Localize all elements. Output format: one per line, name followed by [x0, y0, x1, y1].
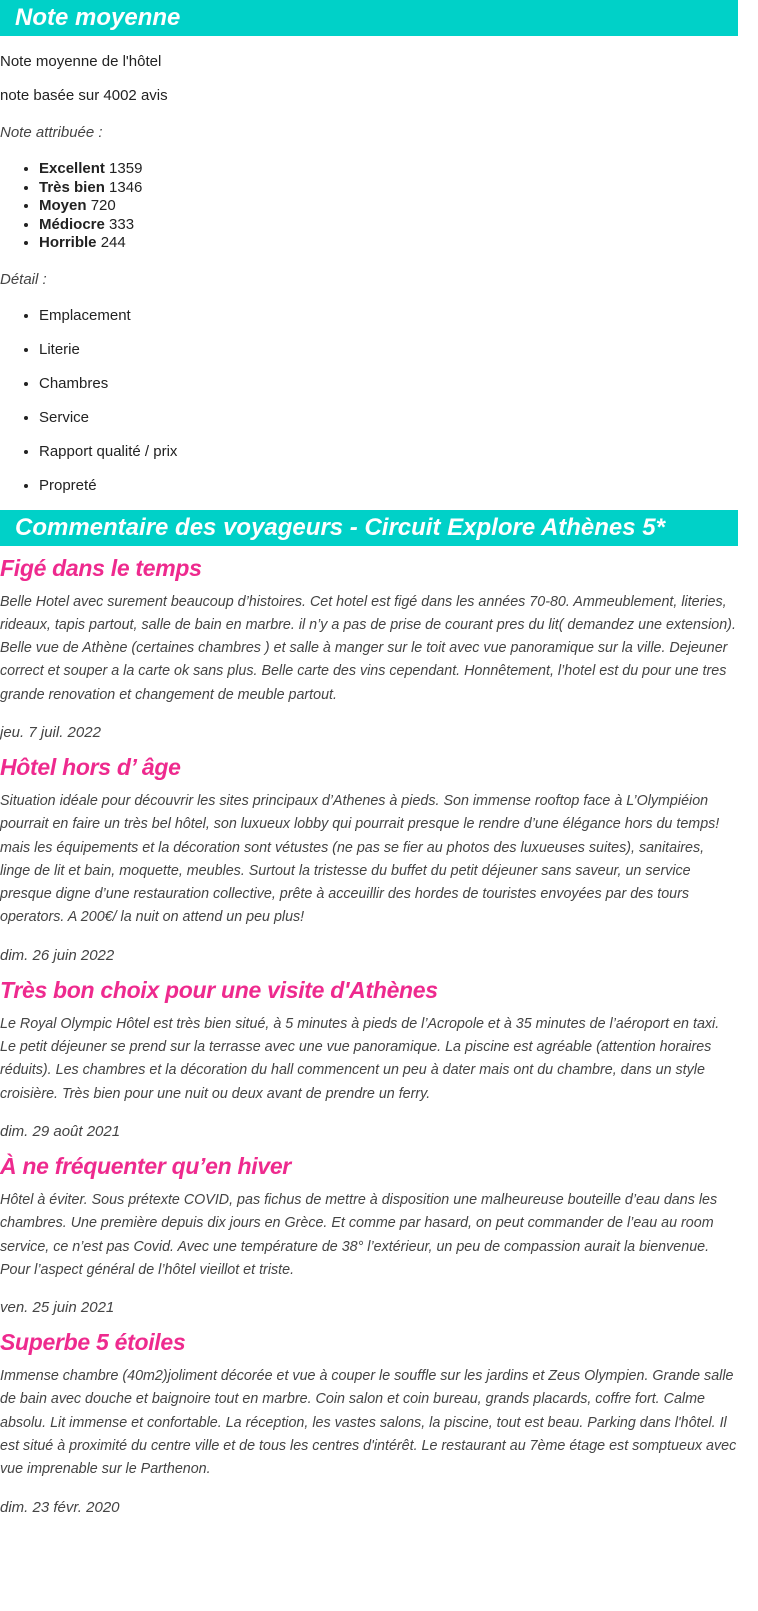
- rating-item-moyen: [39, 197, 738, 216]
- review-item: [0, 745, 738, 968]
- rating-label: Horrible: [39, 234, 97, 251]
- review-count-label: note basée sur 4002 avis: [0, 87, 168, 104]
- review-title: Très bon choix pour une visite d'Athènes: [0, 976, 438, 1003]
- rating-item-excellent: [39, 160, 738, 179]
- rating-label: Excellent: [39, 160, 105, 177]
- review-title: Figé dans le temps: [0, 554, 202, 581]
- detail-item-proprete: • Propreté: [39, 476, 738, 496]
- review-date: dim. 29 août 2021: [0, 1122, 121, 1140]
- rating-count: 244: [100, 234, 126, 251]
- rating-item-tres-bien: [39, 179, 738, 198]
- average-rating-heading: Note moyenne: [0, 0, 738, 36]
- review-body: Immense chambre (40m2)joliment décorée et vue à couper le souffle sur les jardins et Zeus Olympien. Grande salle de bain avec douche et baignoire tout en marbre. Coin salon et coin bureau, grands placards, coffre fort. Calme absolu. Lit immense et confortable. La réception, les vastes salons, la piscine, tout est beau. Parking dans l'hôtel. Il est situé à proximité du centre ville et de tous les centres d'intérêt. Le restaurant au 7ème étage est somptueux avec vue imprenable sur le Parthenon.: [0, 1368, 737, 1478]
- review-title: À ne fréquenter qu’en hiver: [0, 1152, 291, 1179]
- rating-label: Très bien: [39, 178, 105, 196]
- review-date: dim. 26 juin 2022: [0, 946, 115, 964]
- review-title: Hôtel hors d’ âge: [0, 753, 181, 780]
- review-body: Situation idéale pour découvrir les sites principaux d’Athenes à pieds. Son immense rooftop face à L’Olympiéion pourrait en faire un très bel hôtel, son luxueux lobby qui pourrait presque le rendre d’une élégance hors du temps! mais les équipements et la décoration sont vétustes (ne pas se fier au photos des luxueuses suites), sanitaires, linge de lit et bain, moquette, meubles. Surtout la tristesse du buffet du petit déjeuner sans saveur, un service presque digne d’une restauration collective, prête à acceuillir des hordes de touristes envoyées par des tours operators. A 200€/ la nuit on attend un peu plus!: [0, 792, 720, 926]
- rating-count: 1346: [109, 178, 143, 196]
- rating-item-mediocre: [39, 216, 738, 235]
- hotel-average-rating-label: Note moyenne de l'hôtel: [0, 53, 162, 70]
- review-title: Superbe 5 étoiles: [0, 1329, 186, 1356]
- review-body: Le Royal Olympic Hôtel est très bien situé, à 5 minutes à pieds de l’Acropole et à 35 minutes de l’aéroport en taxi. Le petit déjeuner se prend sur la terrasse avec une vue panoramique. La piscine est agréable (attention horaires réduits). Les chambres et la décoration du hall commencent un peu à dater mais ont du chambre, dans un style croisière. Très bien pour une nuit ou deux avant de prendre un ferry.: [0, 1015, 720, 1102]
- review-date: dim. 23 févr. 2020: [0, 1498, 120, 1516]
- rating-label: Médiocre: [39, 215, 105, 233]
- rating-count: 333: [109, 215, 135, 233]
- detail-item-rapport-qualite-prix: • Rapport qualité / prix: [39, 442, 738, 462]
- ratings-breakdown-list: [0, 160, 738, 253]
- rating-count: 1359: [109, 160, 143, 177]
- detail-item-emplacement: • Emplacement: [39, 306, 738, 326]
- review-item: [0, 546, 738, 745]
- review-item: [0, 1320, 738, 1519]
- review-item: [0, 968, 738, 1144]
- traveler-reviews-heading: Commentaire des voyageurs - Circuit Explore Athènes 5*: [0, 510, 738, 546]
- rating-count: 720: [90, 197, 116, 214]
- review-date: ven. 25 juin 2021: [0, 1299, 115, 1317]
- review-date: jeu. 7 juil. 2022: [0, 723, 101, 741]
- detail-item-chambres: • Chambres: [39, 374, 738, 394]
- rating-item-horrible: [39, 234, 738, 253]
- review-body: Belle Hotel avec surement beaucoup d’histoires. Cet hotel est figé dans les années 70-80. Ammeublement, literies, rideaux, tapis partout, salle de bain en marbre. il n’y a pas de prise de courant pres du lit( demandez une extension). Belle vue de Athène (certaines chambres ) et salle à manger sur le toit avec vue panoramique sur la ville. Dejeuner correct et souper a la carte ok sans plus. Belle carte des vins cependant. Honnêtement, l’hotel est du pour une tres grande renovation et changement de meuble partout.: [0, 593, 736, 703]
- review-item: [0, 1144, 738, 1320]
- details-label: Détail :: [0, 270, 47, 288]
- review-body: Hôtel à éviter. Sous prétexte COVID, pas fichus de mettre à disposition une malheureuse bouteille d’eau dans les chambres. Une première depuis dix jours en Grèce. Et comme par hasard, on peut commander de l’eau au room service, ce n’est pas Covid. Avec une température de 38° l’extérieur, un peu de compassion aurait la bienvenue. Pour l’aspect général de l’hôtel vieillot et triste.: [0, 1191, 718, 1278]
- detail-item-service: • Service: [39, 408, 738, 428]
- detail-item-literie: • Literie: [39, 340, 738, 360]
- ratings-label: Note attribuée :: [0, 124, 103, 141]
- rating-details-list: [0, 306, 738, 496]
- rating-label: Moyen: [39, 197, 87, 214]
